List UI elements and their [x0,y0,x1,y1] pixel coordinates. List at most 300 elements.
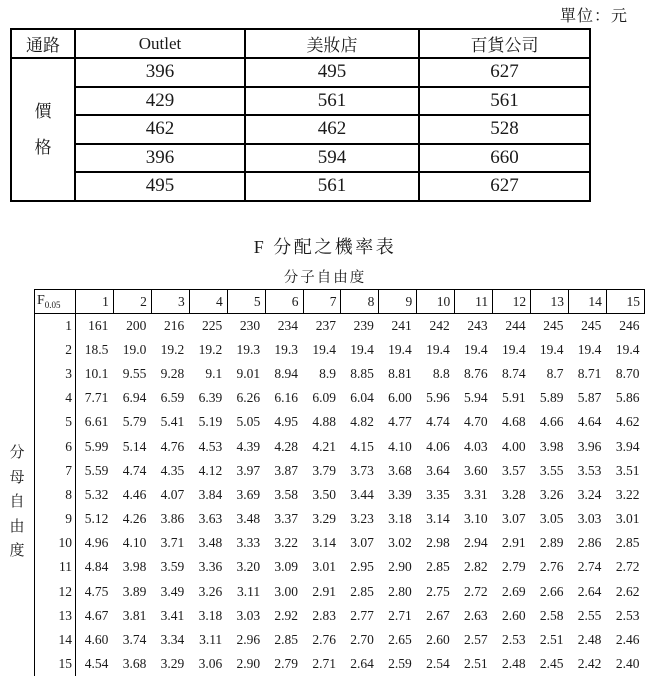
f-cell: 2.90 [388,559,412,575]
f-cell: 5.79 [122,414,147,430]
f-cell: 2.96 [236,632,261,648]
price-column-header: Outlet [75,29,245,58]
f-column-header: 6 [265,290,303,314]
f-cell: 3.74 [122,632,147,648]
price-cell: 660 [419,144,590,173]
f-cell: 2.76 [539,559,564,575]
f-row-label: 13 [35,604,76,628]
f-column-header: 1 [76,290,114,314]
f-cell: 19.3 [274,341,299,357]
f-row [35,483,645,507]
f-cell: 4.35 [160,462,185,478]
f-cell: 3.01 [312,559,336,575]
f-cell: 2.85 [615,535,640,551]
price-row [11,115,590,144]
price-row [11,87,590,116]
f-row [35,386,645,410]
f-row-label: 4 [35,386,76,410]
f-cell: 3.96 [577,438,602,454]
f-column-header: 10 [417,290,455,314]
f-cell: 2.65 [388,632,412,648]
f-cell: 2.86 [577,535,602,551]
f-cell: 3.33 [236,535,261,551]
price-cell: 429 [75,87,245,116]
f-cell: 4.54 [84,656,109,672]
f-cell: 19.4 [464,341,488,357]
f-cell: 2.51 [464,656,488,672]
f-row [35,507,645,531]
f-cell: 2.57 [464,632,488,648]
f-cell: 3.89 [122,583,147,599]
price-column-header: 百貨公司 [419,29,590,58]
f-cell: 244 [505,317,526,333]
f-cell: 5.05 [236,414,261,430]
f-cell: 4.67 [84,607,109,623]
f-cell: 3.28 [501,486,526,502]
f-cell: 19.4 [539,341,564,357]
f-cell: 246 [619,317,640,333]
f-cell: 3.22 [615,486,640,502]
f-column-header: 7 [303,290,341,314]
f-cell: 2.48 [501,656,526,672]
f-cell: 2.48 [577,632,602,648]
f-cell: 4.64 [577,414,602,430]
f-cell: 3.39 [388,486,412,502]
f-cell: 4.39 [236,438,261,454]
f-cell: 19.4 [501,341,526,357]
f-cell: 2.90 [236,656,261,672]
f-column-header: 5 [227,290,265,314]
f-cell: 2.45 [539,656,564,672]
f-cell: 4.60 [84,632,109,648]
f-cell: 19.4 [577,341,602,357]
f-row [35,555,645,579]
f-cell: 3.03 [577,511,602,527]
f-cell: 4.28 [274,438,299,454]
f-cell: 2.76 [312,632,336,648]
f-cell: 4.03 [464,438,488,454]
f-cell: 5.94 [464,390,488,406]
f-cell: 3.35 [426,486,450,502]
f-row-label: 5 [35,410,76,434]
f-cell: 3.06 [198,656,223,672]
f-cell: 2.40 [615,656,640,672]
f-cell: 3.58 [274,486,299,502]
f-row [35,362,645,386]
f-cell: 3.57 [501,462,526,478]
price-cell: 396 [75,58,245,87]
f-cell: 2.69 [501,583,526,599]
price-cell: 462 [245,115,419,144]
f-column-header: 3 [151,290,189,314]
f-cell: 2.85 [426,559,450,575]
f-cell: 2.71 [388,607,412,623]
price-header-row [11,29,590,58]
f-cell: 9.55 [122,365,147,381]
f-cell: 4.10 [122,535,147,551]
f-cell: 3.23 [350,511,374,527]
f-cell: 4.75 [84,583,109,599]
f-cell: 3.68 [122,656,147,672]
f-header-row [35,290,645,314]
f-row [35,459,645,483]
f-cell: 8.9 [319,365,336,381]
f-cell: 2.51 [539,632,564,648]
f-row [35,314,645,338]
f-distribution-title: F 分配之機率表 [253,237,397,257]
f-cell: 5.89 [539,390,564,406]
f-cell: 3.37 [274,511,299,527]
f-cell: 6.00 [388,390,412,406]
f-cell: 3.71 [160,535,185,551]
f-row-label: 9 [35,507,76,531]
price-column-header: 美妝店 [245,29,419,58]
f-cell: 2.67 [426,607,450,623]
f-cell: 2.82 [464,559,488,575]
f-cell: 4.68 [501,414,526,430]
f-cell: 2.58 [539,607,564,623]
f-cell: 241 [391,317,412,333]
f-cell: 7.71 [84,390,109,406]
f-cell: 2.92 [274,607,299,623]
price-cell: 528 [419,115,590,144]
price-cell: 495 [75,172,245,201]
f-cell: 242 [429,317,450,333]
f-cell: 6.26 [236,390,261,406]
f-column-header: 13 [531,290,569,314]
f-column-header: 15 [606,290,644,314]
f-cell: 5.86 [615,390,640,406]
f-row [35,628,645,652]
f-cell: 3.14 [426,511,450,527]
f-column-header: 4 [189,290,227,314]
f-cell: 2.95 [350,559,374,575]
f-cell: 2.42 [577,656,602,672]
f-cell: 161 [88,317,109,333]
f-cell: 3.59 [160,559,185,575]
f-cell: 245 [543,317,564,333]
f-cell: 2.85 [350,583,374,599]
f-cell: 3.87 [274,462,299,478]
f-cell: 19.2 [160,341,185,357]
f-cell: 8.76 [464,365,488,381]
f-cell: 4.70 [464,414,488,430]
f-cell: 6.04 [350,390,374,406]
f-cell: 5.96 [426,390,450,406]
f-cell: 200 [126,317,147,333]
f-cell: 3.44 [350,486,374,502]
f-cell: 2.72 [615,559,640,575]
f-cell: 2.80 [388,583,412,599]
f-row [35,580,645,604]
f-cell: 3.26 [539,486,564,502]
price-cell: 561 [419,87,590,116]
f-cell: 5.41 [160,414,185,430]
f-cell: 8.85 [350,365,374,381]
f-row [35,338,645,362]
f-cell: 5.91 [501,390,526,406]
f-cell: 2.60 [426,632,450,648]
f-cell: 3.49 [160,583,185,599]
f-cell: 4.46 [122,486,147,502]
f-cell: 3.02 [388,535,412,551]
price-cell: 462 [75,115,245,144]
f-row-label: 2 [35,338,76,362]
f-cell: 3.94 [615,438,640,454]
f-cell: 3.24 [577,486,602,502]
f-cell: 8.70 [615,365,640,381]
f-cell: 6.09 [312,390,336,406]
f-cell: 3.05 [539,511,564,527]
price-cell: 627 [419,58,590,87]
f-cell: 2.83 [312,607,336,623]
f-cell: 3.26 [198,583,223,599]
price-cell: 627 [419,172,590,201]
f-row-label: 10 [35,531,76,555]
f-cell: 3.53 [577,462,602,478]
f-cell: 2.71 [312,656,336,672]
f-cell: 6.94 [122,390,147,406]
f-row [35,434,645,458]
f-cell: 2.75 [426,583,450,599]
f-cell: 2.62 [615,583,640,599]
f-cell: 19.4 [388,341,412,357]
f-cell: 6.39 [198,390,223,406]
f-cell: 3.18 [388,511,412,527]
f-cell: 3.29 [160,656,185,672]
price-row [11,58,590,87]
f-cell: 234 [277,317,299,333]
f-cell: 2.66 [539,583,564,599]
price-table [10,28,591,202]
f-cell: 2.64 [350,656,374,672]
f-cell: 19.4 [312,341,336,357]
f-cell: 8.81 [388,365,412,381]
f-cell: 4.00 [501,438,526,454]
f-cell: 3.79 [312,462,336,478]
f-row-label: 11 [35,555,76,579]
f-cell: 18.5 [84,341,109,357]
f-cell: 225 [201,317,223,333]
f-cell: 3.68 [388,462,412,478]
f-cell: 19.4 [615,341,640,357]
f-cell: 4.10 [388,438,412,454]
f-column-header: 12 [493,290,531,314]
f-cell: 9.1 [205,365,223,381]
f-row-label: 15 [35,652,76,676]
f-cell: 4.66 [539,414,564,430]
f-cell: 2.91 [501,535,526,551]
f-cell: 8.74 [501,365,526,381]
f-cell: 3.22 [274,535,299,551]
f-cell: 4.95 [274,414,299,430]
f-row-label: 3 [35,362,76,386]
f-cell: 3.51 [615,462,640,478]
f-cell: 245 [581,317,602,333]
f-cell: 2.64 [577,583,602,599]
price-cell: 594 [245,144,419,173]
f-cell: 2.74 [577,559,602,575]
f-row-label: 7 [35,459,76,483]
f-cell: 2.46 [615,632,640,648]
price-cell: 561 [245,87,419,116]
f-cell: 2.60 [501,607,526,623]
f-cell: 8.7 [546,365,564,381]
f-cell: 3.60 [464,462,488,478]
f-cell: 243 [467,317,488,333]
f-cell: 4.26 [122,511,147,527]
f-cell: 6.16 [274,390,299,406]
f-cell: 3.63 [198,511,223,527]
f-cell: 239 [353,317,374,333]
f-cell: 2.85 [274,632,299,648]
price-cell: 561 [245,172,419,201]
f-cell: 3.14 [312,535,336,551]
f-cell: 2.55 [577,607,602,623]
f-cell: 6.61 [84,414,109,430]
f-cell: 4.74 [122,462,147,478]
price-row-label: 價 格 [11,58,75,201]
f-cell: 2.89 [539,535,564,551]
f-cell: 4.82 [350,414,374,430]
f-cell: 4.53 [198,438,223,454]
f-cell: 3.18 [198,607,223,623]
f-cell: 5.14 [122,438,147,454]
f-cell: 237 [315,317,336,333]
f-table-body [35,314,645,677]
f-column-header: 11 [455,290,493,314]
f-cell: 2.54 [426,656,450,672]
f-cell: 5.32 [84,486,109,502]
unit-label: 單位：元 [559,8,628,25]
f-cell: 3.07 [350,535,374,551]
f-cell: 8.71 [577,365,602,381]
f-cell: 3.09 [274,559,299,575]
f-row-label: 1 [35,314,76,338]
f-cell: 3.84 [198,486,223,502]
f-cell: 5.19 [198,414,223,430]
f-numerator-axis-label: 分子自由度 [283,270,367,286]
f-cell: 4.06 [426,438,450,454]
f-cell: 3.36 [198,559,223,575]
f-cell: 4.76 [160,438,185,454]
price-row [11,144,590,173]
f-cell: 3.31 [464,486,488,502]
f-cell: 5.59 [84,462,109,478]
f-cell: 3.81 [122,607,147,623]
f-cell: 19.3 [236,341,261,357]
f-cell: 2.70 [350,632,374,648]
f-cell: 4.07 [160,486,185,502]
f-cell: 230 [239,317,261,333]
f-column-header: 2 [113,290,151,314]
f-row [35,652,645,676]
f-cell: 19.0 [122,341,147,357]
f-cell: 3.55 [539,462,564,478]
f-cell: 5.99 [84,438,109,454]
f-cell: 216 [164,317,185,333]
f-column-header: 8 [341,290,379,314]
f-cell: 3.00 [274,583,299,599]
f-cell: 8.8 [432,365,450,381]
price-table-body [11,58,590,201]
f-cell: 9.01 [236,365,261,381]
f-cell: 2.53 [501,632,526,648]
f-cell: 9.28 [160,365,185,381]
f-cell: 3.50 [312,486,336,502]
f-cell: 3.07 [501,511,526,527]
f-cell: 2.79 [274,656,299,672]
f-column-header: 9 [379,290,417,314]
price-row [11,172,590,201]
price-cell: 396 [75,144,245,173]
f-cell: 4.96 [84,535,109,551]
f-cell: 4.15 [350,438,374,454]
f-cell: 3.29 [312,511,336,527]
f-cell: 8.94 [274,365,299,381]
f-cell: 3.01 [615,511,640,527]
f-cell: 19.2 [198,341,223,357]
f-row [35,604,645,628]
f-cell: 3.98 [539,438,564,454]
f-cell: 3.86 [160,511,185,527]
f-cell: 4.77 [388,414,412,430]
f-row [35,531,645,555]
f-cell: 3.73 [350,462,374,478]
f-cell: 2.91 [312,583,336,599]
f-row [35,410,645,434]
f-cell: 3.20 [236,559,261,575]
f-cell: 3.10 [464,511,488,527]
f-cell: 3.69 [236,486,261,502]
f-cell: 4.74 [426,414,450,430]
price-corner-header: 通路 [11,29,75,58]
f-cell: 4.62 [615,414,640,430]
f-cell: 4.12 [198,462,223,478]
f-column-header: 14 [568,290,606,314]
f-cell: 3.11 [199,632,223,648]
f-cell: 3.34 [160,632,185,648]
f-cell: 3.48 [198,535,223,551]
f-cell: 3.03 [236,607,261,623]
f-cell: 3.48 [236,511,261,527]
f-row-label: 8 [35,483,76,507]
f-row-label: 12 [35,580,76,604]
f-cell: 2.98 [426,535,450,551]
f-cell: 2.59 [388,656,412,672]
f-cell: 3.41 [160,607,185,623]
f-denominator-axis-label: 分 母 自 由 度 [9,445,25,559]
f-cell: 19.4 [350,341,374,357]
f-cell: 5.87 [577,390,602,406]
f-cell: 2.72 [464,583,488,599]
f-cell: 2.94 [464,535,488,551]
f-row-label: 6 [35,434,76,458]
f-cell: 4.21 [312,438,336,454]
f-cell: 2.77 [350,607,374,623]
f-cell: 2.53 [615,607,640,623]
f-cell: 4.88 [312,414,336,430]
price-cell: 495 [245,58,419,87]
f-cell: 3.11 [236,583,261,599]
f-cell: 10.1 [84,365,109,381]
f-cell: 6.59 [160,390,185,406]
f-cell: 2.79 [501,559,526,575]
f-distribution-table [34,289,645,676]
f-cell: 19.4 [426,341,450,357]
f-row-label: 14 [35,628,76,652]
f-cell: 4.84 [84,559,109,575]
